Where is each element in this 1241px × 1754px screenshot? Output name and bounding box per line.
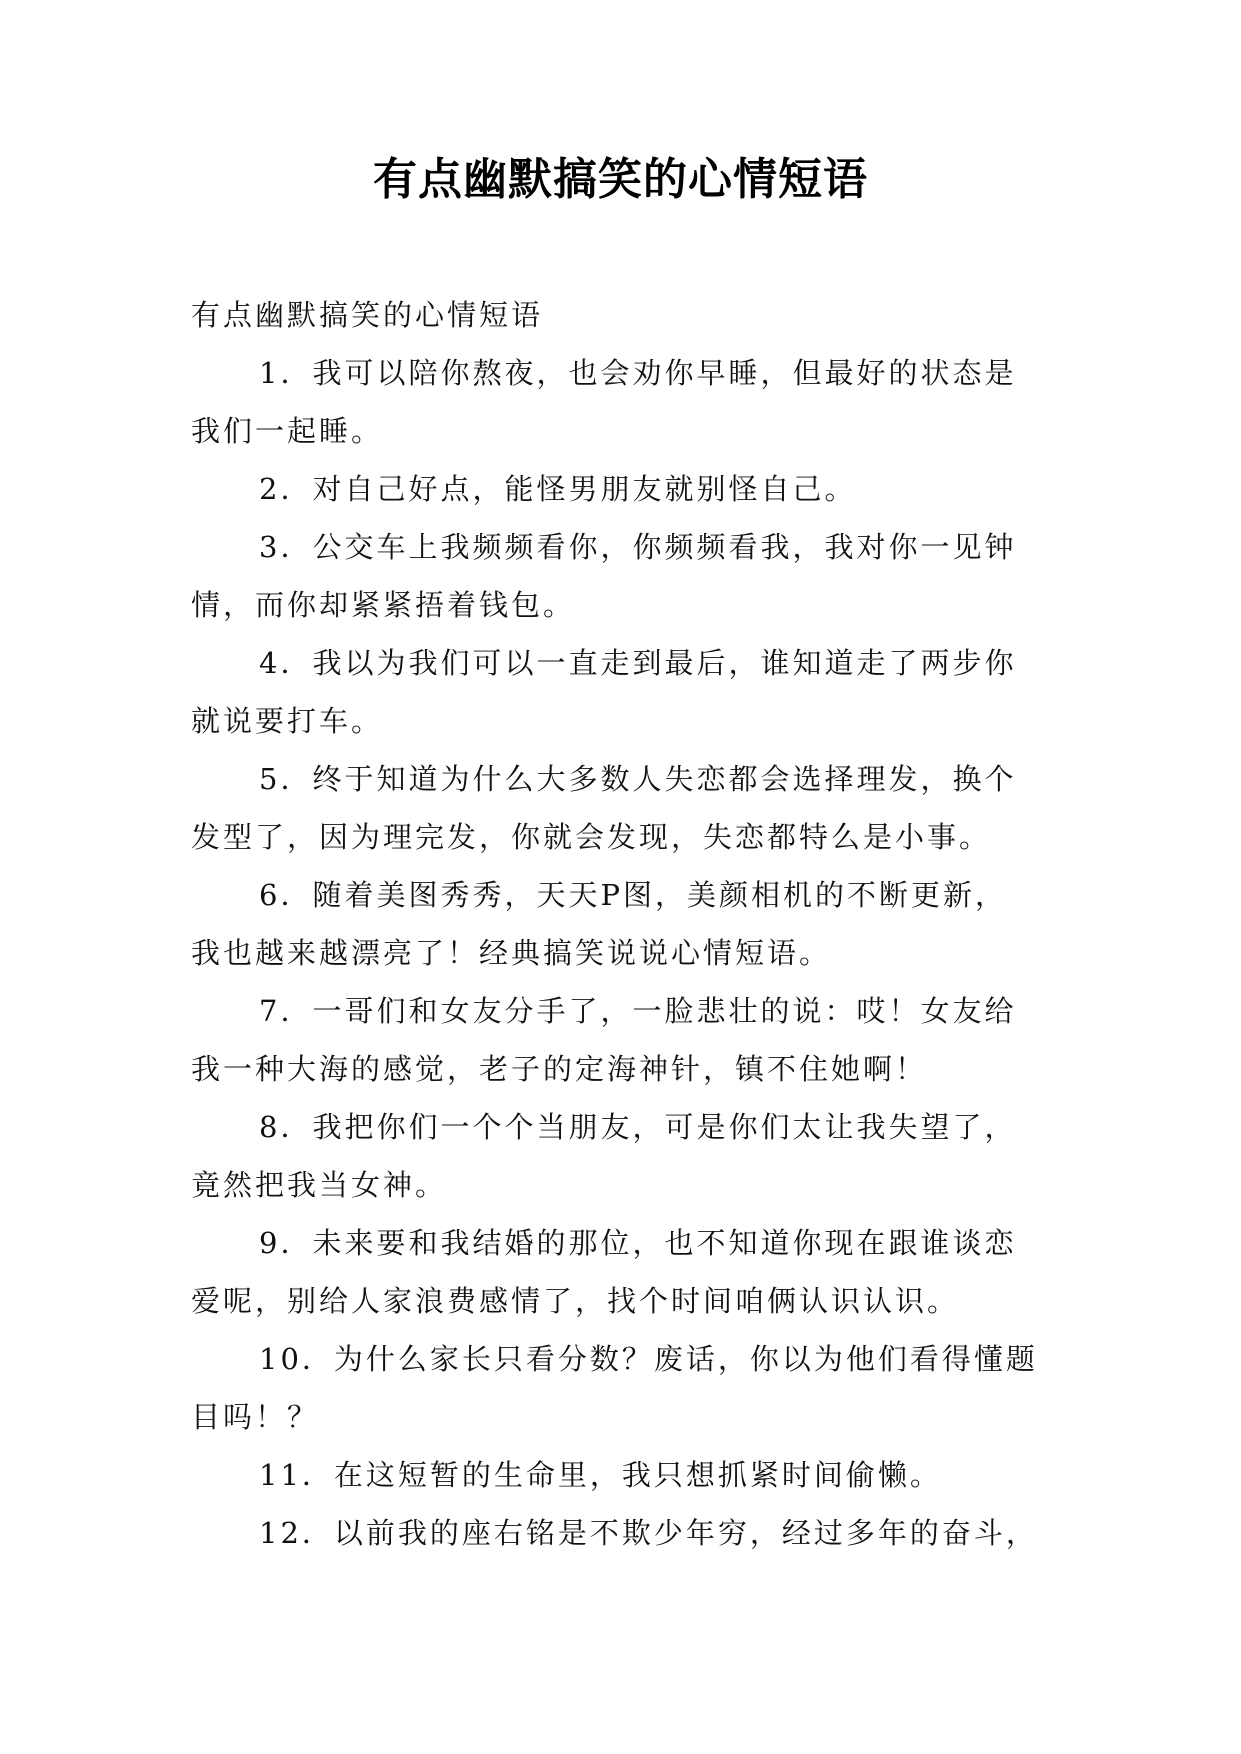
paragraph-line: 竟然把我当女神。 [191, 1168, 448, 1202]
paragraph-line: 9．未来要和我结婚的那位，也不知道你现在跟谁谈恋 [259, 1226, 1017, 1260]
paragraph-line: 1．我可以陪你熬夜，也会劝你早睡，但最好的状态是 [259, 356, 1017, 390]
paragraph-line: 8．我把你们一个个当朋友，可是你们太让我失望了， [259, 1110, 1017, 1144]
paragraph-line: 爱呢，别给人家浪费感情了，找个时间咱俩认识认识。 [191, 1284, 960, 1318]
paragraph-line: 我也越来越漂亮了！经典搞笑说说心情短语。 [191, 936, 832, 970]
paragraph-line: 3．公交车上我频频看你，你频频看我，我对你一见钟 [259, 530, 1017, 564]
paragraph-line: 4．我以为我们可以一直走到最后，谁知道走了两步你 [259, 646, 1017, 680]
paragraph-line: 2．对自己好点，能怪男朋友就别怪自己。 [259, 472, 857, 506]
document-body [191, 286, 1049, 1562]
paragraph-line: 情，而你却紧紧捂着钱包。 [191, 588, 576, 622]
paragraph-list [191, 344, 1049, 1562]
paragraph-line: 12．以前我的座右铭是不欺少年穷，经过多年的奋斗， [259, 1516, 1038, 1550]
paragraph-line: 7．一哥们和女友分手了，一脸悲壮的说：哎！女友给 [259, 994, 1017, 1028]
paragraph-line: 我们一起睡。 [191, 414, 384, 448]
paragraph-line: 发型了，因为理完发，你就会发现，失恋都特么是小事。 [191, 820, 992, 854]
section-heading: 有点幽默搞笑的心情短语 [191, 298, 544, 332]
paragraph-line: 6．随着美图秀秀，天天P图，美颜相机的不断更新， [259, 878, 1007, 912]
paragraph-line: 5．终于知道为什么大多数人失恋都会选择理发，换个 [259, 762, 1017, 796]
paragraph-line: 11．在这短暂的生命里，我只想抓紧时间偷懒。 [259, 1458, 942, 1492]
paragraph-line: 我一种大海的感觉，老子的定海神针，镇不住她啊！ [191, 1052, 928, 1086]
paragraph-line: 就说要打车。 [191, 704, 384, 738]
page-title: 有点幽默搞笑的心情短语 [373, 154, 868, 205]
paragraph-line: 10．为什么家长只看分数？废话，你以为他们看得懂题 [259, 1342, 1038, 1376]
paragraph-line: 目吗！？ [191, 1400, 320, 1434]
